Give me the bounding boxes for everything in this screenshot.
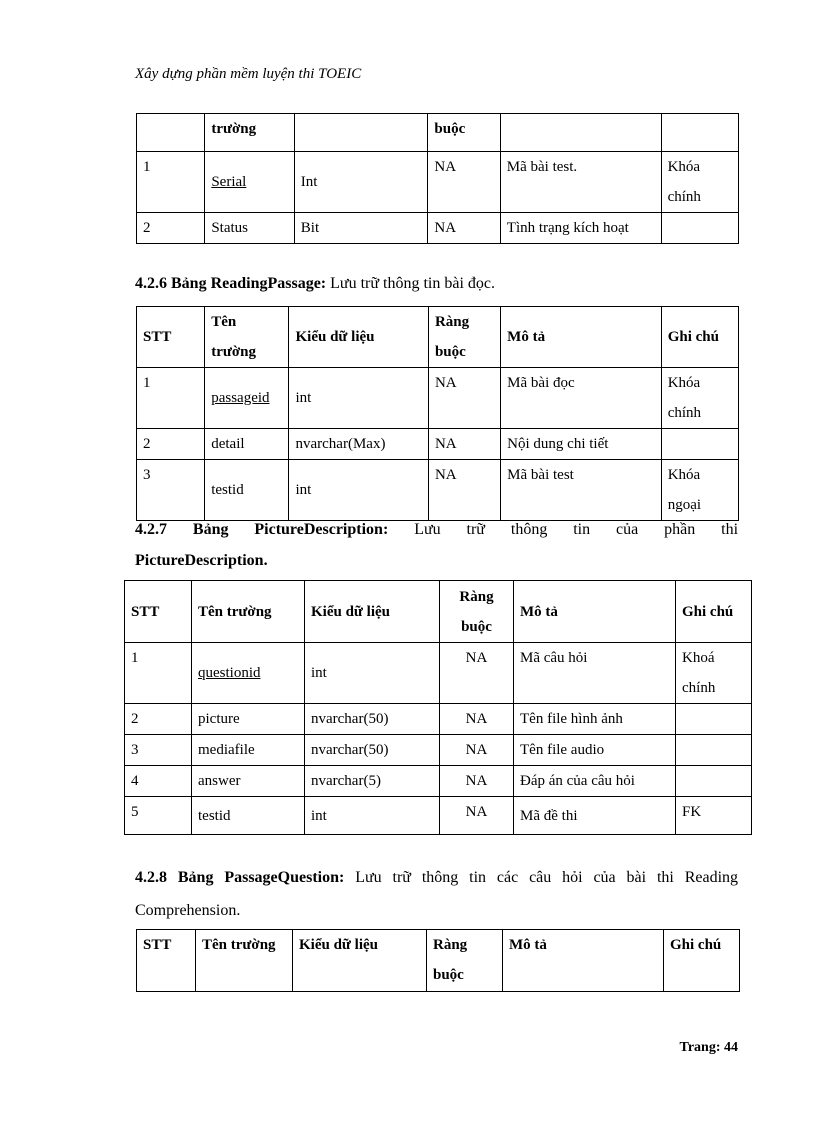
table-cell <box>205 368 289 429</box>
table-header-cell: STT <box>125 581 192 643</box>
table-cell <box>661 114 738 152</box>
table-cell: Khóa chính <box>661 152 738 213</box>
section-description-cont: PictureDescription. <box>135 552 268 569</box>
table-cell: 1 <box>137 368 205 429</box>
table-cell <box>661 213 738 244</box>
table-row <box>125 766 752 797</box>
table-cell: picture <box>192 704 305 735</box>
table-cell: Mã đề thi <box>514 797 676 835</box>
table-cell: nvarchar(5) <box>305 766 440 797</box>
table-row <box>125 704 752 735</box>
table-cell: nvarchar(Max) <box>289 429 428 460</box>
table-cell: Khóa ngoại <box>661 460 738 521</box>
table-header-cell: trường <box>205 114 294 152</box>
table-cell: 3 <box>137 460 205 521</box>
section-heading-426 <box>135 268 738 299</box>
table-cell: detail <box>205 429 289 460</box>
table-cell: 1 <box>137 152 205 213</box>
table-cell: Nội dung chi tiết <box>501 429 662 460</box>
section-description-cont: Comprehension. <box>135 902 241 919</box>
section-title: Bảng PictureDescription: <box>192 521 389 538</box>
table-header-cell: buộc <box>428 114 500 152</box>
table-cell: NA <box>428 152 500 213</box>
table-cell: Mã câu hỏi <box>514 643 676 704</box>
table-cell: testid <box>192 797 305 835</box>
table-cell: NA <box>440 797 514 835</box>
table-header-cell: Ràng buộc <box>440 581 514 643</box>
table-header-cell: Ghi chú <box>676 581 752 643</box>
table-row <box>137 460 739 521</box>
section-heading-428-cont <box>135 895 738 926</box>
table-cell: NA <box>428 460 500 521</box>
section-title: Bảng ReadingPassage: <box>171 275 327 292</box>
table-cell <box>661 429 738 460</box>
table-cell: NA <box>440 735 514 766</box>
table-cell: 2 <box>137 213 205 244</box>
table-row <box>137 368 739 429</box>
table-row <box>137 429 739 460</box>
section-number: 4.2.6 <box>135 275 167 292</box>
table-cell: NA <box>428 213 500 244</box>
table-header-cell: Ràng buộc <box>427 930 503 992</box>
table-cell: NA <box>440 766 514 797</box>
table-cell: int <box>289 368 428 429</box>
table-row <box>137 307 739 368</box>
table-header-cell: Mô tả <box>501 307 662 368</box>
table-row <box>125 797 752 835</box>
table-cell: int <box>305 643 440 704</box>
table-cell: Tình trạng kích hoạt <box>500 213 661 244</box>
primary-key-field: Serial <box>211 174 247 190</box>
table-passage-question <box>136 929 740 992</box>
table-cell: Mã bài test. <box>500 152 661 213</box>
table-cell: 2 <box>125 704 192 735</box>
table-row <box>125 581 752 643</box>
table-header-cell: Mô tả <box>503 930 664 992</box>
table-header-cell: Tên trường <box>192 581 305 643</box>
table-cell: 1 <box>125 643 192 704</box>
section-description: Lưu trữ thông tin các câu hỏi của bài thi Reading <box>355 869 739 886</box>
table-cell: int <box>305 797 440 835</box>
table-cell: Khóa chính <box>661 368 738 429</box>
table-row <box>137 152 739 213</box>
table-cell: Status <box>205 213 294 244</box>
table-cell: nvarchar(50) <box>305 735 440 766</box>
table-continued <box>136 113 739 244</box>
table-cell: 3 <box>125 735 192 766</box>
table-row <box>125 735 752 766</box>
table-header-cell: STT <box>137 307 205 368</box>
table-header-cell: Ghi chú <box>664 930 740 992</box>
table-cell: NA <box>440 704 514 735</box>
table-cell: answer <box>192 766 305 797</box>
table-row <box>137 114 739 152</box>
primary-key-field: questionid <box>198 665 261 681</box>
table-cell: nvarchar(50) <box>305 704 440 735</box>
section-number: 4.2.8 <box>135 869 167 886</box>
table-header-cell: Tên trường <box>205 307 289 368</box>
section-description: Lưu trữ thông tin bài đọc. <box>330 275 495 292</box>
section-number: 4.2.7 <box>135 521 167 538</box>
table-cell <box>676 766 752 797</box>
document-header: Xây dựng phần mềm luyện thi TOEIC <box>135 66 362 82</box>
table-cell: Mã bài test <box>501 460 662 521</box>
table-cell: NA <box>440 643 514 704</box>
table-cell: Bit <box>294 213 428 244</box>
table-cell: 4 <box>125 766 192 797</box>
table-picture-description <box>124 580 752 835</box>
section-heading-427 <box>135 514 738 545</box>
table-cell <box>500 114 661 152</box>
table-cell: Đáp án của câu hỏi <box>514 766 676 797</box>
section-heading-428 <box>135 862 738 893</box>
table-header-cell: Tên trường <box>196 930 293 992</box>
table-header-cell: Kiểu dữ liệu <box>289 307 428 368</box>
table-cell: NA <box>428 429 500 460</box>
table-cell: Khoá chính <box>676 643 752 704</box>
table-header-cell: Kiểu dữ liệu <box>305 581 440 643</box>
table-cell: int <box>289 460 428 521</box>
table-cell: 5 <box>125 797 192 835</box>
table-cell: Mã bài đọc <box>501 368 662 429</box>
primary-key-field: passageid <box>211 390 270 406</box>
table-cell: NA <box>428 368 500 429</box>
table-header-cell: Ràng buộc <box>428 307 500 368</box>
table-cell <box>676 704 752 735</box>
table-cell <box>137 114 205 152</box>
table-cell: 2 <box>137 429 205 460</box>
table-cell: Int <box>294 152 428 213</box>
table-cell <box>294 114 428 152</box>
page-number: Trang: 44 <box>679 1040 738 1055</box>
section-heading-427-cont <box>135 545 738 576</box>
table-row <box>137 213 739 244</box>
section-description: Lưu trữ thông tin của phần thi <box>414 521 739 538</box>
table-header-cell: Mô tả <box>514 581 676 643</box>
table-row <box>137 930 740 992</box>
table-cell: Tên file hình ảnh <box>514 704 676 735</box>
table-header-cell: STT <box>137 930 196 992</box>
section-title: Bảng PassageQuestion: <box>177 869 345 886</box>
table-cell <box>192 643 305 704</box>
table-cell: mediafile <box>192 735 305 766</box>
table-row <box>125 643 752 704</box>
table-cell <box>205 152 294 213</box>
table-header-cell: Ghi chú <box>661 307 738 368</box>
table-header-cell: Kiểu dữ liệu <box>293 930 427 992</box>
table-cell: Tên file audio <box>514 735 676 766</box>
table-cell <box>676 735 752 766</box>
table-cell: FK <box>676 797 752 835</box>
table-reading-passage <box>136 306 739 521</box>
table-cell: testid <box>205 460 289 521</box>
